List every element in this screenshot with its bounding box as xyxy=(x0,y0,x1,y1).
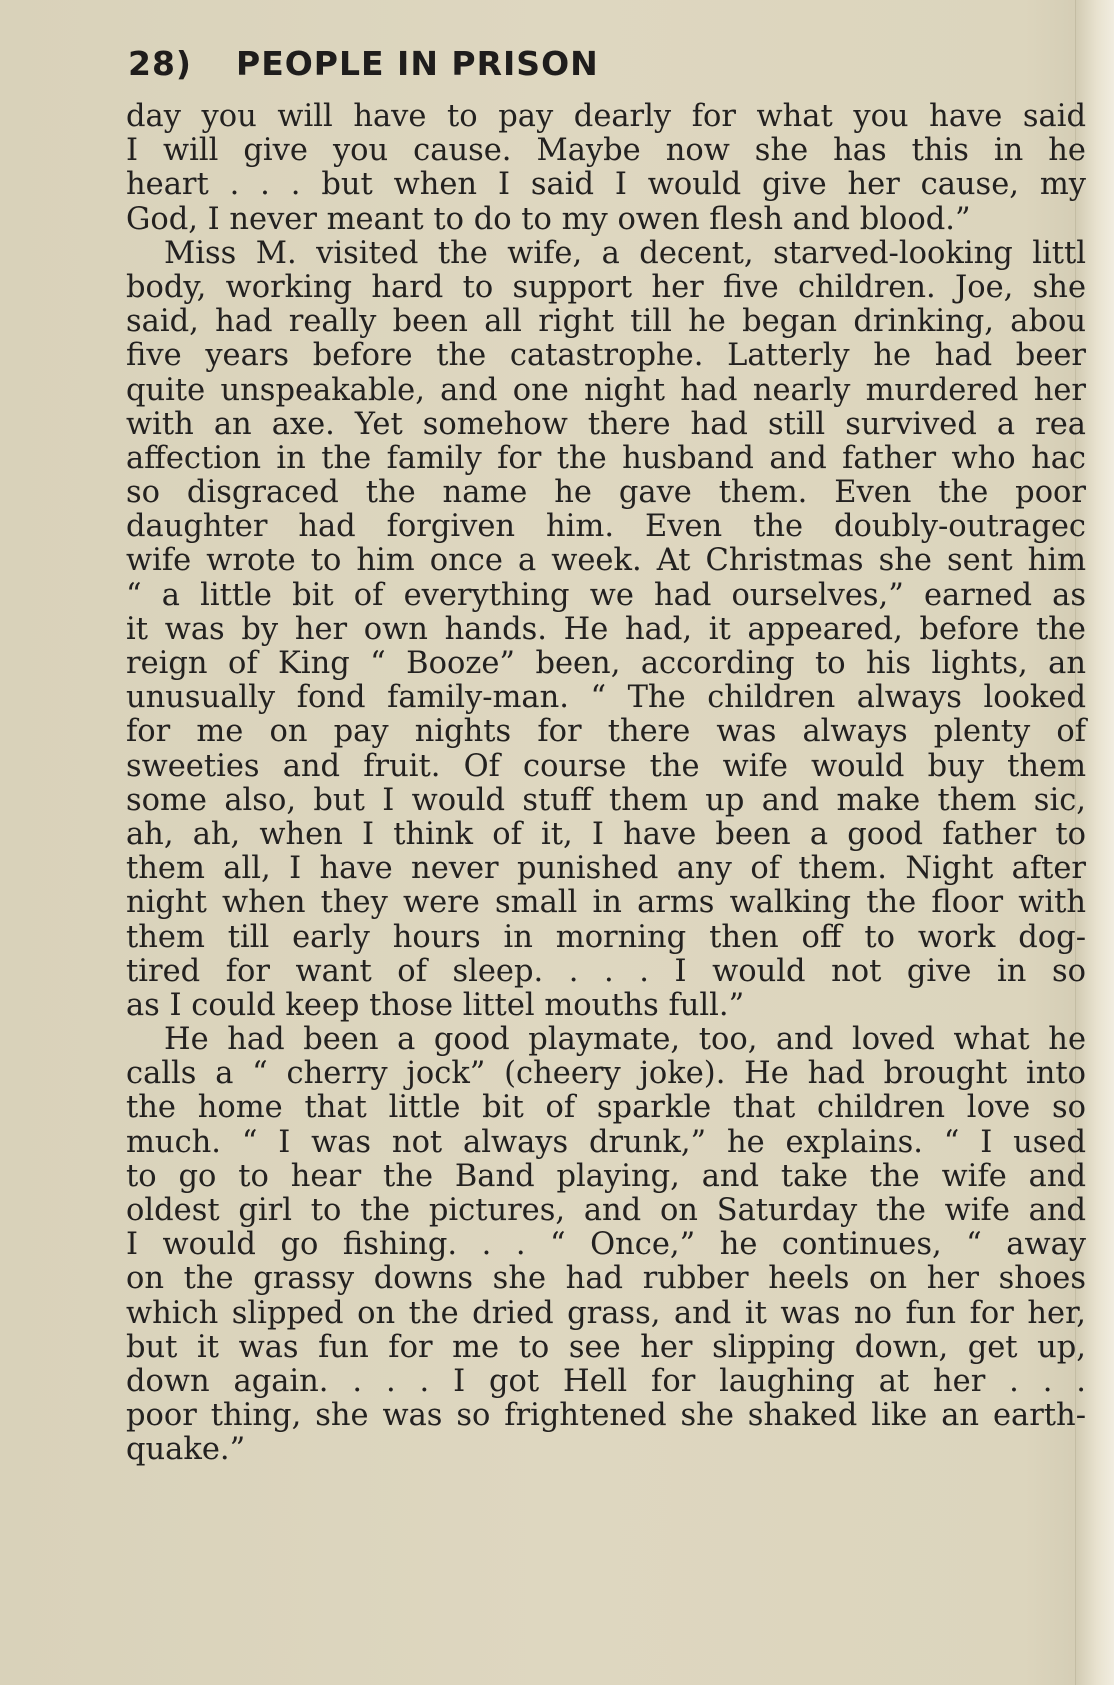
text-line: affection in the family for the husband and father who hac xyxy=(126,440,1086,476)
text-line: night when they were small in arms walking the floor with xyxy=(126,885,1086,921)
text-line: reign of King “ Booze” been, according to his lights, an xyxy=(126,646,1086,681)
text-line: to go to hear the Band playing, and take the wife and xyxy=(126,1158,1086,1194)
text-line: sweeties and fruit. Of course the wife would buy them xyxy=(126,748,1086,784)
text-line: I will give you cause. Maybe now she has this in he xyxy=(126,133,1086,169)
text-line: but it was fun for me to see her slipping down, get up, xyxy=(126,1329,1086,1365)
text-line: them till early hours in morning then off to work dog- xyxy=(126,919,1086,955)
text-line: “ a little bit of everything we had ourselves,” earned as xyxy=(126,577,1086,613)
text-line: it was by her own hands. He had, it appeared, before the xyxy=(126,611,1086,647)
text-line: daughter had forgiven him. Even the doubly-outragec xyxy=(126,509,1086,545)
text-line: I would go fishing. . . “ Once,” he continues, “ away xyxy=(126,1227,1086,1263)
text-line: the home that little bit of sparkle that children love so xyxy=(126,1090,1086,1126)
text-line: quite unspeakable, and one night had nearly murdered her xyxy=(126,372,1086,408)
text-line: on the grassy downs she had rubber heels on her shoes xyxy=(126,1261,1086,1297)
text-line: ah, ah, when I think of it, I have been a good father to xyxy=(126,816,1086,852)
text-line: five years before the catastrophe. Latterly he had beer xyxy=(126,338,1086,374)
text-line: down again. . . . I got Hell for laughing at her . . . xyxy=(126,1363,1086,1399)
text-line: much. “ I was not always drunk,” he explains. “ I used xyxy=(126,1124,1086,1160)
text-line: them all, I have never punished any of them. Night after xyxy=(126,851,1086,887)
text-line: heart . . . but when I said I would give her cause, my xyxy=(126,167,1086,203)
text-line: which slipped on the dried grass, and it was no fun for her, xyxy=(126,1295,1086,1331)
body-text xyxy=(126,100,1086,1468)
text-line: body, working hard to support her five children. Joe, she xyxy=(126,269,1086,305)
text-line: wife wrote to him once a week. At Christmas she sent him xyxy=(126,543,1086,579)
running-header xyxy=(128,44,599,83)
running-title: PEOPLE IN PRISON xyxy=(236,44,599,83)
text-line: calls a “ cherry jock” (cheery joke). He had brought into xyxy=(126,1056,1086,1092)
text-line: some also, but I would stuff them up and make them sic, xyxy=(126,782,1086,818)
text-line: quake.” xyxy=(126,1432,246,1468)
text-line: day you will have to pay dearly for what you have said xyxy=(126,99,1086,134)
text-line: said, had really been all right till he began drinking, abou xyxy=(126,304,1086,340)
text-line: for me on pay nights for there was always plenty of xyxy=(126,714,1086,750)
text-line: poor thing, she was so frightened she shaked like an earth- xyxy=(126,1398,1086,1434)
text-line: God, I never meant to do to my owen flesh and blood.” xyxy=(126,201,971,237)
text-line: oldest girl to the pictures, and on Saturday the wife and xyxy=(126,1193,1086,1228)
text-line: unusually fond family-man. “ The children always looked xyxy=(126,680,1086,716)
text-line: tired for want of sleep. . . . I would not give in so xyxy=(126,953,1086,989)
text-line: He had been a good playmate, too, and loved what he xyxy=(164,1022,1086,1058)
page-number: 28) xyxy=(128,44,193,83)
text-line: so disgraced the name he gave them. Even the poor xyxy=(126,475,1086,511)
text-line: as I could keep those littel mouths full.” xyxy=(126,987,745,1023)
text-line: with an axe. Yet somehow there had still survived a rea xyxy=(126,406,1086,442)
text-line: Miss M. visited the wife, a decent, starved-looking littl xyxy=(164,235,1086,271)
